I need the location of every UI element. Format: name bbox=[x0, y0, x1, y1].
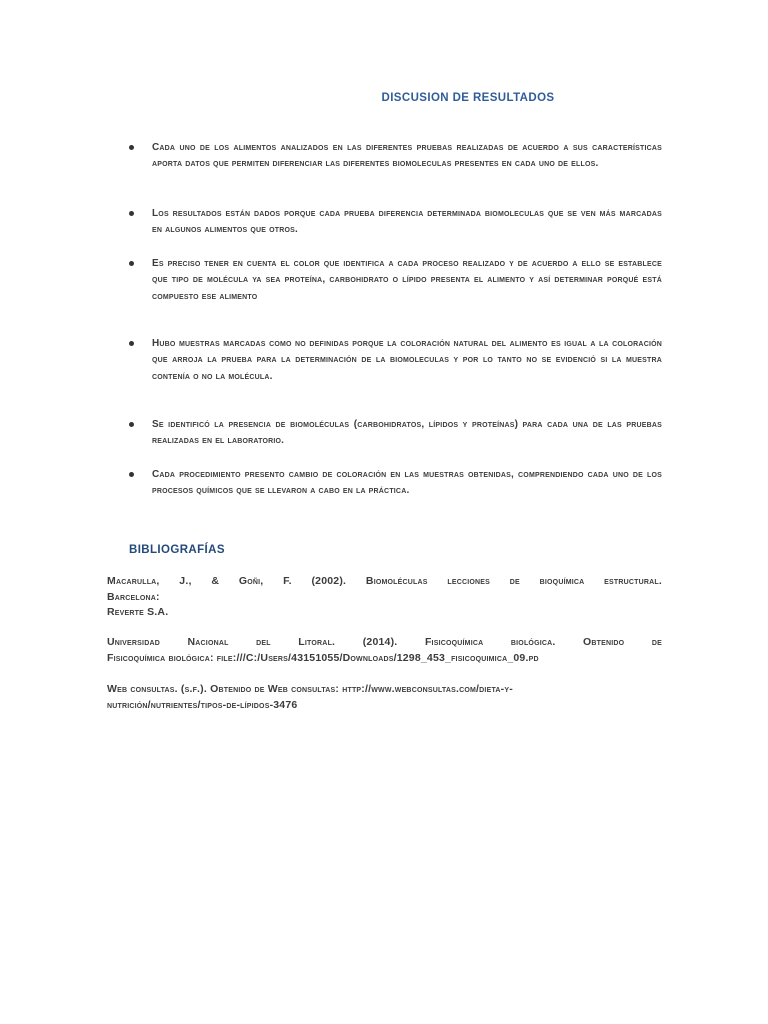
bullet-text: Se identificó la presencia de biomoléculas (carbohidratos, lípidos y proteínas) para cada una de las pruebas realizadas en el laboratorio. bbox=[152, 419, 662, 447]
reference-line: Macarulla, J., & Goñi, F. (2002). Biomoléculas lecciones de bioquímica estructural. bbox=[107, 575, 662, 587]
bullet-dot-icon bbox=[129, 211, 134, 216]
bullet-text: Cada uno de los alimentos analizados en las diferentes pruebas realizadas de acuerdo a sus características aporta datos que permiten diferenciar las diferentes biomoleculas presentes en cada uno de ellos. bbox=[152, 142, 662, 170]
bullet-text: Es preciso tener en cuenta el color que identifica a cada proceso realizado y de acuerdo a ello se establece que tipo de molécula ya sea proteína, carbohidrato o lípido presenta el alimento y así determinar porqué está compuesto ese alimento bbox=[152, 258, 662, 302]
bullet-dot-icon bbox=[129, 261, 134, 266]
bullet-text: Los resultados están dados porque cada prueba diferencia determinada biomoleculas que se ven más marcadas en algunos alimentos que otros. bbox=[152, 208, 662, 236]
bibliography-heading: BIBLIOGRAFÍAS bbox=[129, 544, 225, 556]
reference-line: Reverte S.A. bbox=[107, 606, 169, 618]
reference-line: Web consultas. (s.f.). Obtenido de Web consultas: http://www.webconsultas.com/dieta-y- bbox=[107, 683, 513, 695]
reference-entry bbox=[107, 574, 662, 621]
reference-line: nutrición/nutrientes/tipos-de-lípidos-3476 bbox=[107, 698, 298, 711]
bullet-dot-icon bbox=[129, 472, 134, 477]
bullet-dot-icon bbox=[129, 145, 134, 150]
reference-line: Barcelona: bbox=[107, 590, 160, 603]
section-title: DISCUSION DE RESULTADOS bbox=[381, 92, 555, 104]
bullet-dot-icon bbox=[129, 422, 134, 427]
bullet-dot-icon bbox=[129, 341, 134, 346]
reference-line: Universidad Nacional del Litoral. (2014). Fisicoquímica biológica. Obtenido de bbox=[107, 636, 662, 648]
bullet-text: Cada procedimiento presento cambio de coloración en las muestras obtenidas, comprendiendo cada uno de los procesos químicos que se llevaron a cabo en la práctica. bbox=[152, 469, 662, 497]
bullet-text: Hubo muestras marcadas como no definidas porque la coloración natural del alimento es igual a la coloración que arroja la prueba para la determinación de la biomoleculas y por lo tanto no se evidenció si la muestra contenía o no la molécula. bbox=[152, 338, 662, 382]
reference-entry bbox=[107, 682, 662, 713]
reference-line: Fisicoquímica biológica: file:///C:/Users/43151055/Downloads/1298_453_fisicoquimica_09.pd bbox=[107, 651, 539, 664]
reference-entry bbox=[107, 635, 662, 666]
